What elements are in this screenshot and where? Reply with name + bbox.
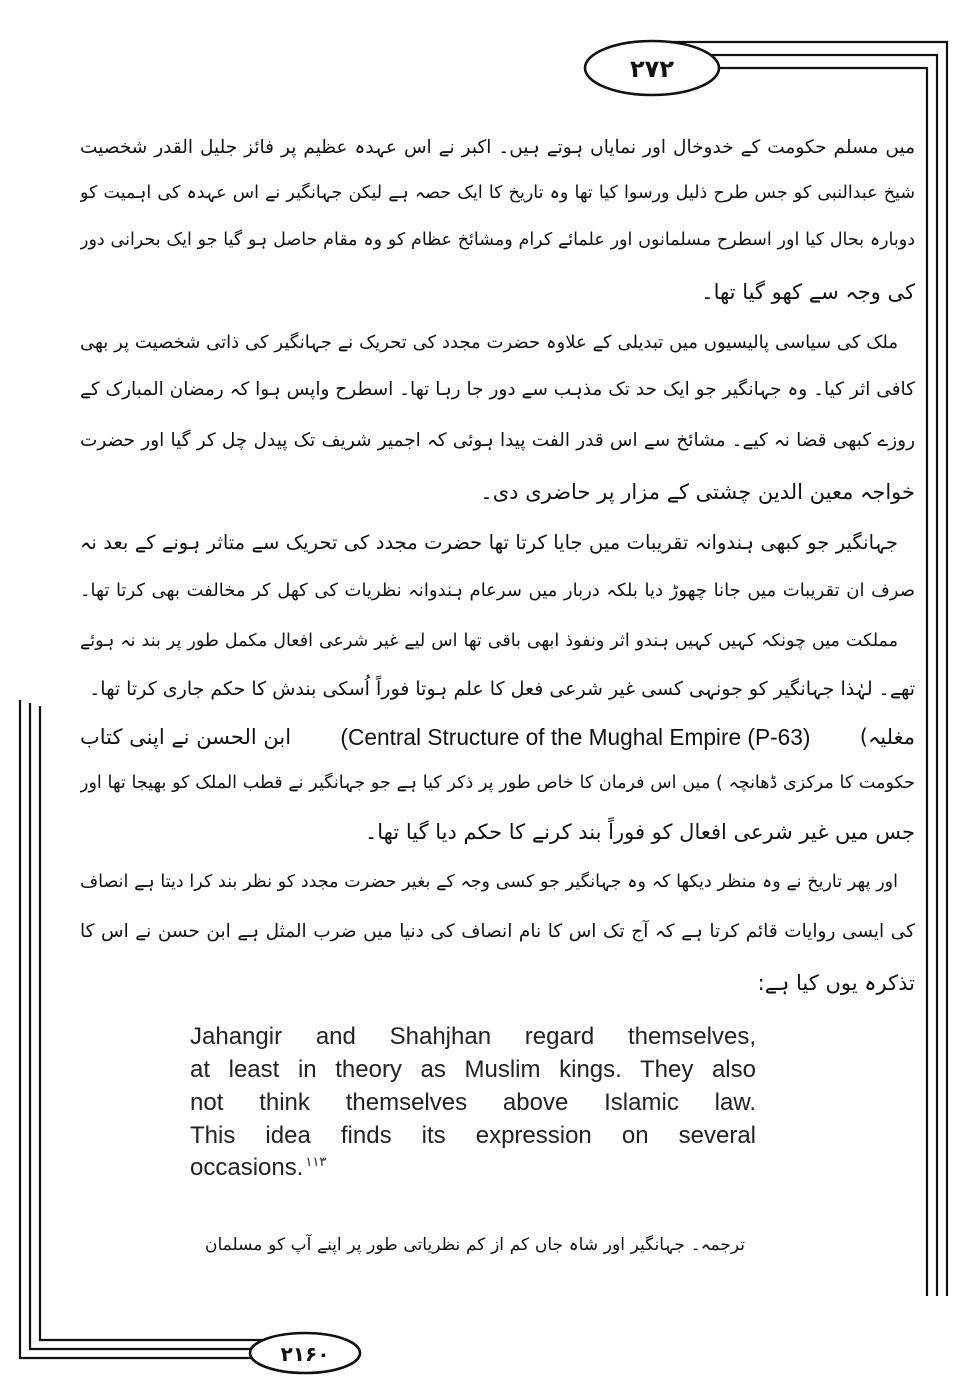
body-line: صرف ان تقریبات میں جانا چھوڑ دیا بلکہ دربار میں سرعام ہندوانہ نظریات کی کھل کر مخالفت بھی کرتا تھا۔ — [80, 580, 915, 601]
body-line: میں مسلم حکومت کے خدوخال اور نمایاں ہوتے ہیں۔ اکبر نے اس عہدہ عظیم پر فائز جلیل القدر شخصیت — [80, 137, 915, 158]
body-line: خواجہ معین الدین چشتی کے مزار پر حاضری دی۔ — [480, 480, 915, 504]
quote-line: at least in theory as Muslim kings. They also — [190, 1056, 756, 1083]
header-page-number: ۲۷۲ — [630, 55, 674, 83]
body-line: روزے کبھی قضا نہ کیے۔ مشائخ سے اس قدر الفت پیدا ہوئی کہ اجمیر شریف تک پیدل چل کر گیا اور حضرت — [80, 430, 915, 451]
body-line: تذکرہ یوں کیا ہے: — [757, 971, 915, 995]
citation-book-title: (Central Structure of the Mughal Empire (P-63) — [340, 724, 811, 750]
body-line: جہانگیر جو کبھی ہندوانہ تقریبات میں جایا کرتا تھا حضرت مجدد کی تحریک سے متاثر ہونے کے بعد نہ — [80, 531, 898, 554]
body-line: مملکت میں چونکہ کہیں کہیں ہندو اثر ونفوذ ابھی باقی تھا اس لیے غیر شرعی افعال مکمل طور پر بند نہ ہوئے — [80, 631, 898, 651]
body-line: حکومت کا مرکزی ڈھانچہ ) میں اس فرمان کا خاص طور پر ذکر کیا ہے جو جہانگیر نے قطب الملک کو بھیجا تھا اور — [80, 773, 915, 793]
body-line: شیخ عبدالنبی کو جس طرح ذلیل ورسوا کیا تھا وہ تاریخ کا ایک حصہ ہے لیکن جہانگیر نے اس عہدہ کی اہمیت کو — [80, 183, 915, 203]
translation-line: ترجمہ۔ جہانگیر اور شاہ جاں کم از کم نظریاتی طور پر اپنے آپ کو مسلمان — [205, 1235, 745, 1255]
body-line: کی وجہ سے کھو گیا تھا۔ — [701, 280, 915, 304]
body-line: جس میں غیر شرعی افعال کو فوراً بند کرنے کا حکم دیا گیا تھا۔ — [364, 820, 915, 844]
quote-line: not think themselves above Islamic law. — [190, 1089, 756, 1116]
quote-last-text: occasions. — [190, 1154, 304, 1181]
quote-line: This idea finds its expression on several — [190, 1122, 756, 1149]
citation-author-text: ابن الحسن نے اپنی کتاب — [80, 725, 292, 749]
body-line: کی ایسی روایات قائم کرتا ہے کہ آج تک اس کا نام انصاف کی دنیا میں ضرب المثل ہے ابن حسن نے اس کا — [80, 921, 915, 942]
footer-page-number: ۲۱۶۰ — [280, 1342, 330, 1366]
footnote-reference: ۱۱۳ — [305, 1155, 327, 1170]
quote-line: Jahangir and Shahjhan regard themselves, — [190, 1023, 756, 1050]
body-line: تھے۔ لہٰذا جہانگیر کو جونہی کسی غیر شرعی فعل کا علم ہوتا فوراً اُسکی بندش کا حکم جاری کرتا تھا۔ — [89, 678, 915, 700]
body-line: دوبارہ بحال کیا اور اسطرح مسلمانوں اور علمائے کرام ومشائخ عظام کو وہ مقام حاصل ہو گیا جو ایک بحرانی دور — [80, 230, 915, 250]
citation-urdu-title-start: (مغلیہ — [859, 725, 915, 749]
citation-line — [80, 715, 915, 759]
quote-line-last — [190, 1152, 756, 1184]
body-line: ملک کی سیاسی پالیسیوں میں تبدیلی کے علاوہ حضرت مجدد کی تحریک نے جہانگیر کی ذاتی شخصیت پر بھی — [80, 332, 898, 353]
body-line: اور پھر تاریخ نے وہ منظر دیکھا کہ وہ جہانگیر جو کسی وجہ کے بغیر حضرت مجدد کو نظر بند کرا دیتا ہے انصاف — [80, 872, 898, 892]
body-line: کافی اثر کیا۔ وہ جہانگیر جو ایک حد تک مذہب سے دور جا رہا تھا۔ اسطرح واپس ہوا کہ رمضان المبارک کے — [80, 379, 915, 400]
